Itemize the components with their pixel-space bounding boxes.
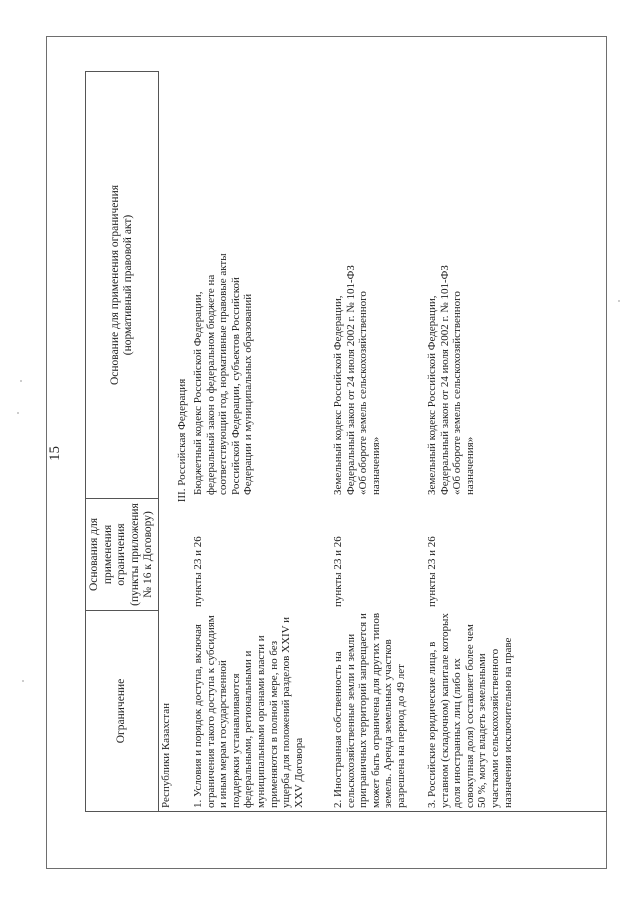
row-3-restriction: 3. Российские юридические лица, в уставном (складочном) капитале которых доля иностранных лиц (либо их совокупная доля) составляет более чем 50 %, могут владеть земельными участками сельскохозяйственного назначения исключительно на праве: [426, 613, 514, 808]
scan-speck: [618, 300, 620, 302]
page-number: 15: [47, 446, 63, 461]
header-bottom-border: [158, 71, 159, 811]
row-2-law: Земельный кодекс Российской Федерации, Федеральный закон от 24 июля 2002 г. № 101-ФЗ «Об обороте земель сельскохозяйственного назначения»: [332, 265, 382, 495]
scan-speck: [20, 380, 22, 382]
section-russia: III. Российская Федерация: [176, 378, 188, 503]
scan-speck: [17, 412, 19, 414]
rotated-document-page: [48, 38, 607, 869]
header-grounds-law: Основание для применения ограничения (нормативный правовой акт): [108, 184, 134, 386]
scan-speck: [22, 680, 24, 682]
row-1-restriction: 1. Условия и порядок доступа, включая ограничения такого доступа к субсидиям и иным мерам государственной поддержки устанавливаются федеральными, региональными и муниципальными органами власти и применяются в полной мере, но без ущерба для положений разделов XXIV и XXV Договора: [192, 615, 305, 808]
scanned-page: [46, 36, 607, 869]
header-restriction: Ограничение: [115, 678, 128, 744]
header-grounds-agreement: Основания для применения ограничения (пункты приложения № 16 к Договору): [88, 503, 155, 606]
row-2-points: пункты 23 и 26: [332, 536, 344, 607]
section-kazakhstan: Республики Казахстан: [160, 702, 172, 808]
row-3-law: Земельный кодекс Российской Федерации, Федеральный закон от 24 июля 2002 г. № 101-ФЗ «Об обороте земель сельскохозяйственного назначения»: [426, 265, 476, 495]
row-1-points: пункты 23 и 26: [192, 536, 204, 607]
row-1-law: Бюджетный кодекс Российской Федерации, федеральный закон о федеральном бюджете на соответствующий год, нормативные правовые акты Российской Федерации, субъектов Российской Федерации и муниципальных образований: [192, 253, 255, 495]
restrictions-table: [85, 71, 607, 812]
row-2-restriction: 2. Иностранная собственность на сельскохозяйственные земли и земли приграничных территорий запрещается и может быть ограничена для других типов земель. Аренда земельных участков разрешена на период до 49 лет: [332, 612, 407, 808]
row-3-points: пункты 23 и 26: [426, 536, 438, 607]
